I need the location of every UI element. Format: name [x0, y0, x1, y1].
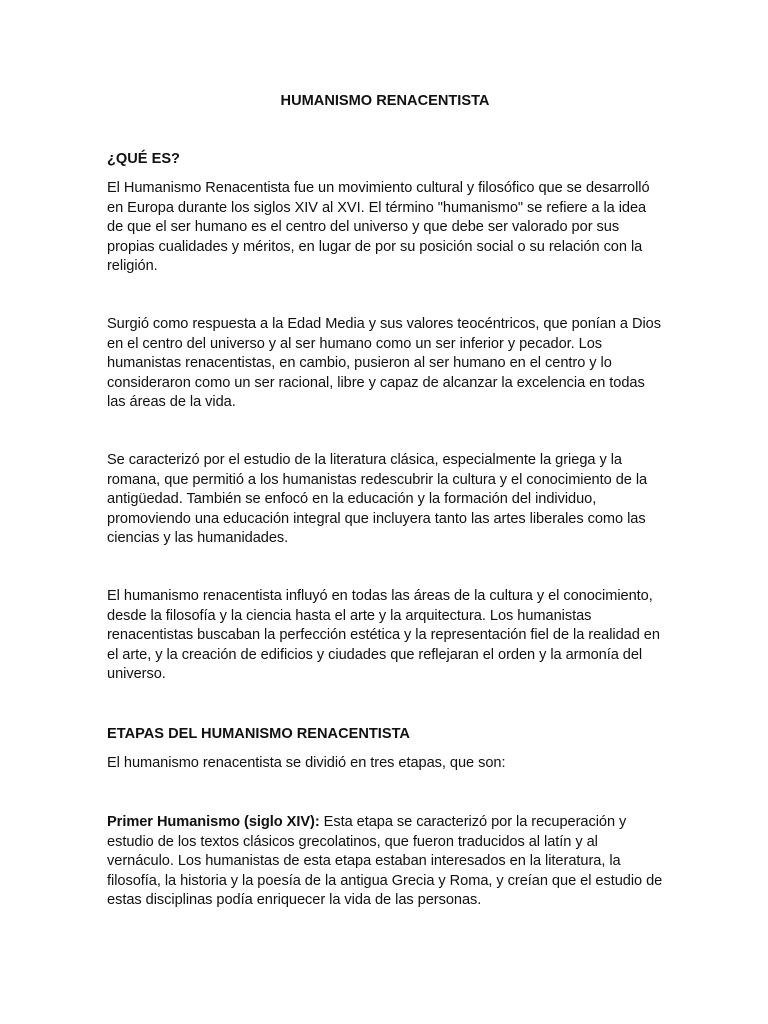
paragraph-stages-intro: El humanismo renacentista se dividió en tres etapas, que son: [107, 755, 506, 771]
paragraph-characteristics: Se caracterizó por el estudio de la literatura clásica, especialmente la griega y la romana, que permitió a los humanistas redescubrir la cultura y el conocimiento de la antigüedad. También se enfocó en la educación y la formación del individuo, promoviendo una educación integral que incluyera tanto las artes liberales como las ciencias y las humanidades. [107, 452, 648, 546]
paragraph-definition: El Humanismo Renacentista fue un movimiento cultural y filosófico que se desarrolló en Europa durante los siglos XIV al XVI. El término "humanismo" se refiere a la idea de que el ser humano es el centro del universo y que debe ser valorado por sus propias cualidades y méritos, en lugar de por su posición social o su relación con la religión. [107, 180, 650, 274]
paragraph-stage-1 [107, 813, 663, 911]
stage-1-label: Primer Humanismo (siglo XIV): [107, 814, 320, 830]
stage-1-text: Esta etapa se caracterizó por la recuperación y estudio de los textos clásicos grecolatinos, que fueron traducidos al latín y al vernáculo. Los humanistas de esta etapa estaban interesados en la literatura, la filosofía, la historia y la poesía de la antigua Grecia y Roma, y creían que el estudio de estas disciplinas podía enriquecer la vida de las personas. [107, 814, 663, 908]
paragraph-origin: Surgió como respuesta a la Edad Media y sus valores teocéntricos, que ponían a Dios en el centro del universo y al ser humano como un ser inferior y pecador. Los humanistas renacentistas, en cambio, pusieron al ser humano en el centro y lo consideraron como un ser racional, libre y capaz de alcanzar la excelencia en todas las áreas de la vida. [107, 316, 661, 410]
paragraph-influence: El humanismo renacentista influyó en todas las áreas de la cultura y el conocimiento, desde la filosofía y la ciencia hasta el arte y la arquitectura. Los humanistas renacentistas buscaban la perfección estética y la representación fiel de la realidad en el arte, y la creación de edificios y ciudades que reflejaran el orden y la armonía del universo. [107, 588, 660, 682]
document-title: HUMANISMO RENACENTISTA [280, 93, 490, 109]
section-heading-etapas: ETAPAS DEL HUMANISMO RENACENTISTA [107, 726, 410, 742]
section-heading-que-es: ¿QUÉ ES? [107, 151, 180, 167]
